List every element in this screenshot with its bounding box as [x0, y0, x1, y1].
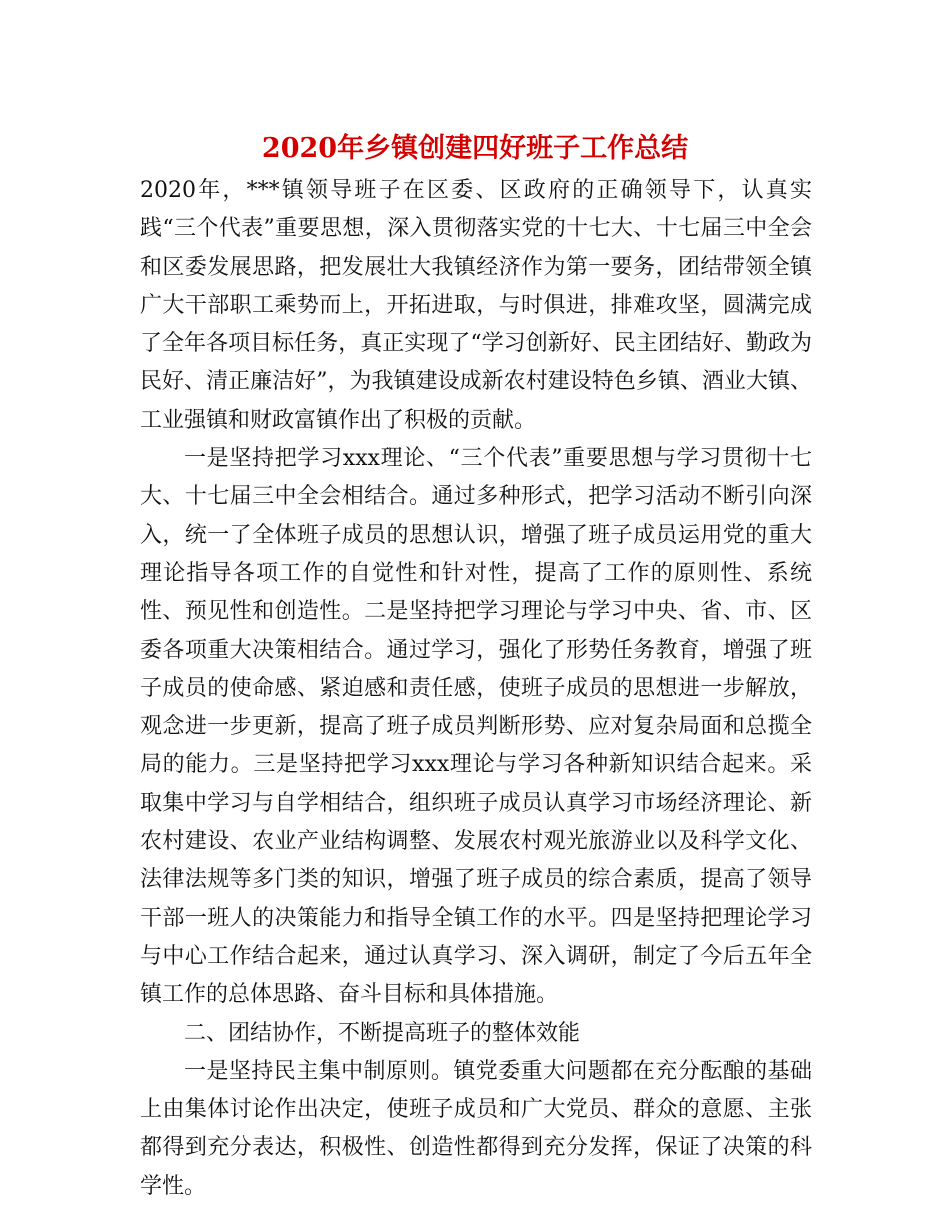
document-body: [140, 172, 812, 1206]
paragraph-democratic-centralism: 一是坚持民主集中制原则。镇党委重大问题都在充分酝酿的基础上由集体讨论作出决定，使班子成员和广大党员、群众的意愿、主张都得到充分表达，积极性、创造性都得到充分发挥，保证了决策的科学性。: [140, 1058, 812, 1199]
paragraph-study: 一是坚持把学习xxx理论、“三个代表”重要思想与学习贯彻十七大、十七届三中全会相结合。通过多种形式，把学习活动不断引向深入，统一了全体班子成员的思想认识，增强了班子成员运用党的重大理论指导各项工作的自觉性和针对性，提高了工作的原则性、系统性、预见性和创造性。二是坚持把学习理论与学习中央、省、市、区委各项重大决策相结合。通过学习，强化了形势任务教育，增强了班子成员的使命感、紧迫感和责任感，使班子成员的思想进一步解放，观念进一步更新，提高了班子成员判断形势、应对复杂局面和总揽全局的能力。三是坚持把学习xxx理论与学习各种新知识结合起来。采取集中学习与自学相结合，组织班子成员认真学习市场经济理论、新农村建设、农业产业结构调整、发展农村观光旅游业以及科学文化、法律法规等多门类的知识，增强了班子成员的综合素质，提高了领导干部一班人的决策能力和指导全镇工作的水平。四是坚持把理论学习与中心工作结合起来，通过认真学习、深入调研，制定了今后五年全镇工作的总体思路、奋斗目标和具体措施。: [140, 446, 812, 1008]
paragraph-intro: 2020年，***镇领导班子在区委、区政府的正确领导下，认真实践“三个代表”重要思想，深入贯彻落实党的十七大、十七届三中全会和区委发展思路，把发展壮大我镇经济作为第一要务，团结带领全镇广大干部职工乘势而上，开拓进取，与时俱进，排难攻坚，圆满完成了全年各项目标任务，真正实现了“学习创新好、民主团结好、勤政为民好、清正廉洁好”，为我镇建设成新农村建设特色乡镇、酒业大镇、工业强镇和财政富镇作出了积极的贡献。: [140, 178, 812, 433]
section-heading-unity: 二、团结协作，不断提高班子的整体效能: [184, 1020, 581, 1046]
document-title: 2020年乡镇创建四好班子工作总结: [261, 133, 689, 164]
